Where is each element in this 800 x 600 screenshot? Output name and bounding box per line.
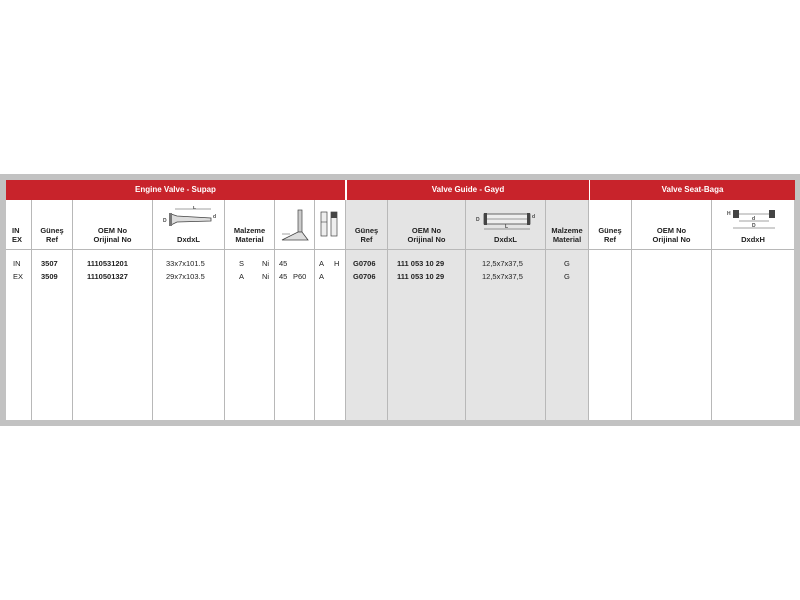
valve-oem: 1110501327 xyxy=(87,272,128,281)
header-guide-orijinal-label: Orijinal No xyxy=(407,235,446,244)
guide-diagram-label-L: L xyxy=(504,224,508,230)
valve-material-2: Ni xyxy=(262,259,270,268)
guide-diagram-label-D: D xyxy=(475,217,480,223)
valve-material-2: Ni xyxy=(262,272,270,281)
header-valve-dim xyxy=(153,200,225,250)
header-seat-orijinal-label: Orijinal No xyxy=(652,235,691,244)
guide-oem: 111 053 10 29 xyxy=(397,259,445,268)
group-valve-seat: Valve Seat-Baga xyxy=(589,180,795,200)
header-valve-oem xyxy=(73,200,153,250)
guide-oem: 111 053 10 29 xyxy=(397,272,445,281)
header-seat-dxdxh-label: DxdxH xyxy=(741,235,765,244)
guide-diagram-icon xyxy=(474,208,538,232)
header-malzeme-label: Malzeme xyxy=(233,226,266,235)
header-seat-oem xyxy=(632,200,712,250)
header-valve-tip xyxy=(315,200,346,250)
group-engine-valve: Engine Valve - Supap xyxy=(6,180,345,200)
header-seat-gunes-label: Güneş xyxy=(598,226,622,235)
header-gunes-label: Güneş xyxy=(40,226,64,235)
header-seat-oem-label: OEM No xyxy=(656,226,687,235)
valve-angle: 45 xyxy=(279,272,288,281)
seat-diagram-icon xyxy=(725,206,781,232)
row-type: IN xyxy=(13,259,21,268)
header-guide-ref-label: Ref xyxy=(360,235,373,244)
header-in-label: IN xyxy=(12,226,20,235)
header-seat-ref xyxy=(589,200,632,250)
header-guide-gunes-label: Güneş xyxy=(354,226,379,235)
diagram-label-D: D xyxy=(162,218,167,224)
header-in-ex xyxy=(6,200,32,250)
guide-material: G xyxy=(564,259,570,268)
valve-tip-1: A xyxy=(319,259,325,268)
diagram-label-d: d xyxy=(212,214,216,220)
header-orijinal-label: Orijinal No xyxy=(93,235,132,244)
header-oem-label: OEM No xyxy=(97,226,128,235)
header-guide-oem xyxy=(388,200,466,250)
valve-dim: 33x7x101.5 xyxy=(166,259,205,268)
header-guide-ref xyxy=(346,200,388,250)
header-guide-malzeme-label: Malzeme xyxy=(551,226,583,235)
valve-ref: 3507 xyxy=(41,259,58,268)
guide-diagram-label-d: d xyxy=(531,214,535,220)
header-guide-material xyxy=(546,200,589,250)
header-valve-ref xyxy=(32,200,73,250)
valve-ref: 3509 xyxy=(41,272,58,281)
header-guide-dim xyxy=(466,200,546,250)
valve-dim: 29x7x103.5 xyxy=(166,272,205,281)
header-guide-material-label: Material xyxy=(552,235,582,244)
valve-tip-2: H xyxy=(334,259,340,268)
header-ex-label: EX xyxy=(12,235,23,244)
valve-seat-angle-icon xyxy=(280,208,310,242)
valve-tip-1: A xyxy=(319,272,325,281)
valve-material-1: A xyxy=(239,272,245,281)
group-valve-guide: Valve Guide - Gayd xyxy=(346,180,589,200)
guide-dim: 12,5x7x37,5 xyxy=(482,259,523,268)
row-type: EX xyxy=(13,272,24,281)
header-seat-ref-label: Ref xyxy=(603,235,617,244)
header-guide-dxdxl-label: DxdxL xyxy=(494,235,517,244)
valve-material-1: S xyxy=(239,259,245,268)
seat-diagram-label-H: H xyxy=(727,211,731,217)
valve-extra: P60 xyxy=(293,272,307,281)
valve-diagram-icon xyxy=(161,206,217,232)
catalog-panel xyxy=(0,174,800,426)
valve-tip-icon xyxy=(318,208,342,242)
header-seat-dim xyxy=(712,200,794,250)
diagram-label-L: L xyxy=(192,206,196,211)
valve-oem: 1110531201 xyxy=(87,259,128,268)
guide-ref: G0706 xyxy=(353,259,376,268)
valve-angle: 45 xyxy=(279,259,288,268)
catalog-table xyxy=(6,180,794,420)
header-guide-oem-label: OEM No xyxy=(411,226,442,235)
header-material-label: Material xyxy=(235,235,264,244)
guide-material: G xyxy=(564,272,570,281)
guide-dim: 12,5x7x37,5 xyxy=(482,272,523,281)
seat-diagram-label-d: d xyxy=(752,216,756,222)
header-valve-material xyxy=(225,200,275,250)
header-ref-label: Ref xyxy=(45,235,59,244)
header-valve-dxdxl-label: DxdxL xyxy=(177,235,200,244)
header-valve-angle xyxy=(275,200,315,250)
guide-ref: G0706 xyxy=(353,272,376,281)
seat-diagram-label-D: D xyxy=(752,223,756,229)
